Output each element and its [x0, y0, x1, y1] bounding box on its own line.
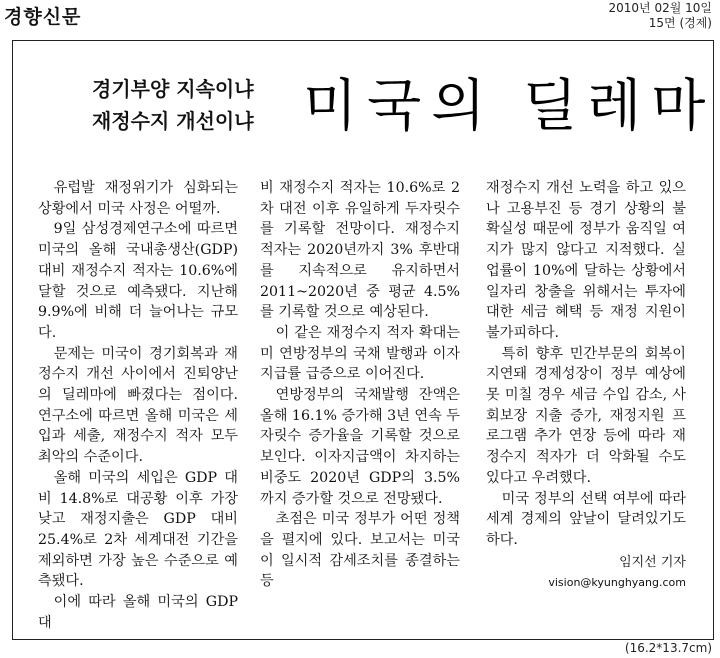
paragraph: 미국 정부의 선택 여부에 따라 세계 경제의 앞날이 달려있기도 하다. [486, 490, 686, 548]
masthead: 경향신문 [4, 6, 82, 28]
article-column-2 [260, 178, 460, 592]
byline-name: 임지선 기자 [619, 554, 686, 570]
paragraph: 이에 따라 올해 미국의 GDP 대 [38, 594, 238, 631]
publish-date: 2010년 02월 10일 [608, 1, 712, 15]
paragraph: 비 재정수지 적자는 10.6%로 2차 대전 이후 유일하게 두자릿수를 기록할 전망이다. 재정수지 적자는 2020년까지 3% 후반대를 지속적으로 유지하면서 2011~2020년 중 평균 4.5%를 기록할 것으로 예상된다. [260, 180, 460, 321]
subheadline-line-1: 경기부양 지속이냐 [92, 77, 254, 101]
paragraph: 유럽발 재정위기가 심화되는 상황에서 미국 사정은 어떨까. [38, 180, 238, 217]
subheadline-line-2: 재정수지 개선이냐 [92, 109, 254, 133]
headline: 미국의 딜레마 [303, 74, 716, 139]
paragraph: 올해 미국의 세입은 GDP 대비 14.8%로 대공황 이후 가장 낮고 재정지출은 GDP 대비 25.4%로 2차 세계대전 기간을 제외하면 가장 높은 수준으로 예측됐다. [38, 469, 238, 590]
subheadline [92, 73, 254, 137]
paragraph: 초점은 미국 정부가 어떤 정책을 펼지에 있다. 보고서는 미국이 일시적 감세조치를 종결하는 등 [260, 511, 460, 590]
paragraph: 특히 향후 민간부문의 회복이 지연돼 경제성장이 정부 예상에 못 미칠 경우 세금 수입 감소, 사회보장 지출 증가, 재정지원 프로그램 추가 연장 등에 따라 재정수지 적자가 더 악화될 수도 있다고 우려했다. [486, 345, 686, 486]
page-section: 15면 (경제) [648, 16, 712, 30]
byline-email[interactable]: vision@kyunghyang.com [548, 576, 686, 590]
paragraph: 이 같은 재정수지 적자 확대는 미 연방정부의 국채 발행과 이자 지급률 급증으로 이어진다. [260, 324, 460, 383]
paragraph: 연방정부의 국채발행 잔액은 올해 16.1% 증가해 3년 연속 두자릿수 증가율을 기록할 것으로 보인다. 이자지급액이 차지하는 비중도 2020년 GDP의 3.5%까지 증가할 것으로 전망됐다. [260, 387, 460, 507]
paragraph: 재정수지 개선 노력을 하고 있으나 고용부진 등 경기 상황의 불확실성 때문에 정부가 움직일 여지가 많지 않다고 지적했다. 실업률이 10%에 달하는 상황에서 일자리 창출을 위해서는 투자에 대한 세금 혜택 등 재정 지원이 불가피하다. [486, 180, 686, 341]
paragraph: 문제는 미국이 경기회복과 재정수지 개선 사이에서 진퇴양난의 딜레마에 빠졌다는 점이다. 연구소에 따르면 올해 미국은 세입과 세출, 재정수지 적자 모두 최악의 수준이다. [38, 345, 238, 466]
dateline [609, 1, 712, 31]
byline [486, 553, 686, 594]
paragraph: 9일 삼성경제연구소에 따르면 미국의 올해 국내총생산(GDP) 대비 재정수지 적자는 10.6%에 달할 것으로 예측됐다. 지난해 9.9%에 비해 더 늘어나는 규모다. [38, 221, 238, 341]
article-column-1 [38, 178, 238, 633]
article-size: (16.2*13.7cm) [624, 641, 712, 655]
article-column-3 [486, 178, 686, 594]
